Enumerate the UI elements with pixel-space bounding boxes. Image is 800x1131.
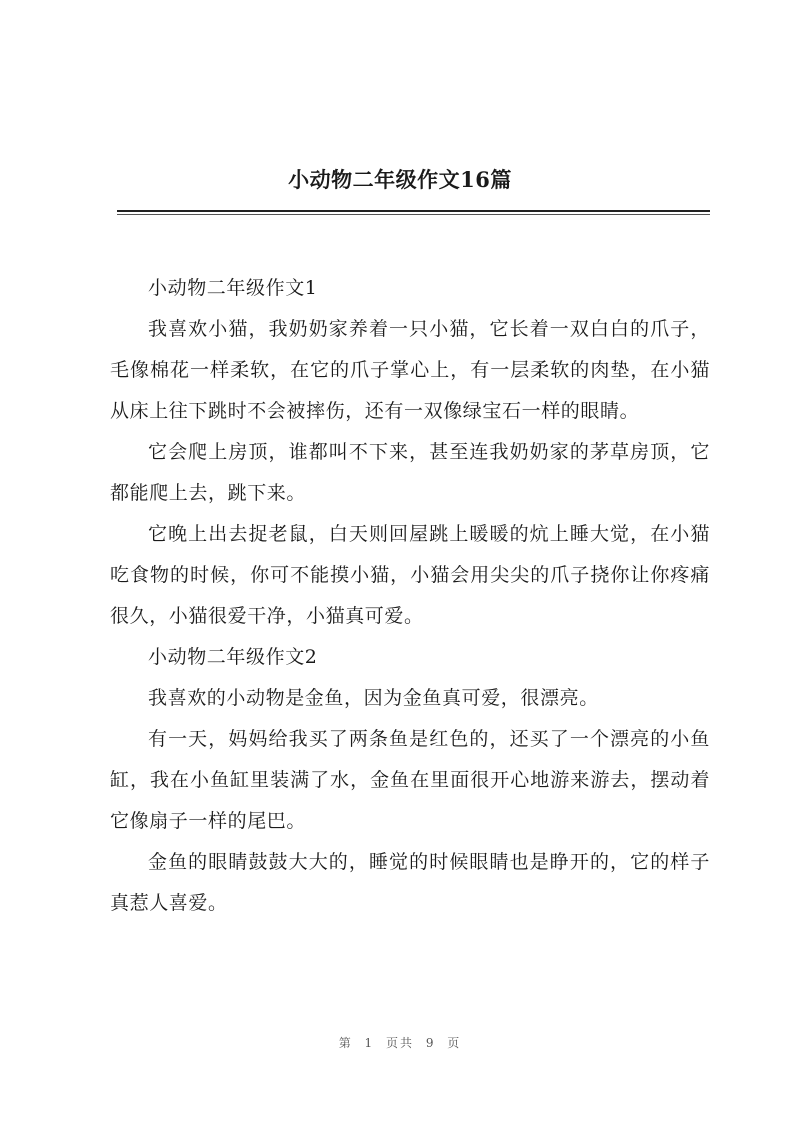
document-title: 小动物二年级作文16篇	[288, 167, 512, 192]
title-underline-thin	[117, 214, 710, 215]
paragraph: 我喜欢的小动物是金鱼，因为金鱼真可爱，很漂亮。	[148, 687, 599, 709]
paragraph: 它会爬上房顶，谁都叫不下来，甚至连我奶奶家的茅草房顶，它都能爬上去，跳下来。	[110, 441, 710, 504]
page-footer: 第 1 页共 9 页	[338, 1036, 462, 1050]
paragraph: 金鱼的眼睛鼓鼓大大的，睡觉的时候眼睛也是睁开的，它的样子真惹人喜爱。	[110, 851, 710, 914]
paragraph: 它晚上出去捉老鼠，白天则回屋跳上暖暖的炕上睡大觉，在小猫吃食物的时候，你可不能摸小猫，小猫会用尖尖的爪子挠你让你疼痛很久，小猫很爱干净，小猫真可爱。	[110, 523, 710, 627]
document-body	[110, 268, 710, 924]
section-heading-1: 小动物二年级作文1	[148, 277, 318, 299]
paragraph: 有一天，妈妈给我买了两条鱼是红色的，还买了一个漂亮的小鱼缸，我在小鱼缸里装满了水，金鱼在里面很开心地游来游去，摆动着它像扇子一样的尾巴。	[110, 728, 710, 832]
section-heading-2: 小动物二年级作文2	[148, 646, 318, 668]
paragraph: 我喜欢小猫，我奶奶家养着一只小猫，它长着一双白白的爪子，毛像棉花一样柔软，在它的爪子掌心上，有一层柔软的肉垫，在小猫从床上往下跳时不会被摔伤，还有一双像绿宝石一样的眼睛。	[110, 318, 710, 422]
title-underline	[117, 210, 710, 212]
